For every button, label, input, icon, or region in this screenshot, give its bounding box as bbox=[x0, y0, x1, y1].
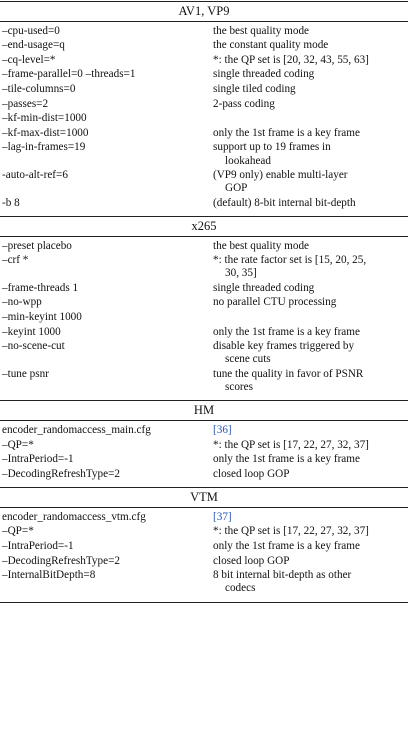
description-line: tune the quality in favor of PSNR bbox=[213, 367, 364, 380]
description-line: no parallel CTU processing bbox=[213, 296, 337, 309]
option-cell: encoder_randomaccess_main.cfg bbox=[2, 423, 151, 436]
option-cell: –frame-threads 1 bbox=[2, 281, 79, 294]
description-line: single tiled coding bbox=[213, 82, 296, 95]
description-line: [36] bbox=[213, 423, 232, 436]
description-line: *: the QP set is [20, 32, 43, 55, 63] bbox=[213, 53, 369, 66]
description-continuation: scores bbox=[225, 381, 253, 393]
description-cell bbox=[213, 555, 406, 568]
description-line: single threaded coding bbox=[213, 68, 315, 81]
description-continuation: GOP bbox=[225, 182, 248, 195]
description-line: (default) 8-bit internal bit-depth bbox=[213, 196, 356, 209]
description-cell bbox=[213, 296, 406, 309]
description-line: only the 1st frame is a key frame bbox=[213, 453, 360, 466]
option-cell: –tile-columns=0 bbox=[2, 82, 76, 95]
description-line: *: the QP set is [17, 22, 27, 32, 37] bbox=[213, 525, 369, 538]
option-cell: –keyint 1000 bbox=[2, 325, 61, 338]
option-cell: –InternalBitDepth=8 bbox=[2, 569, 96, 582]
description-line: (VP9 only) enable multi-layer bbox=[213, 168, 348, 181]
table-rule bbox=[0, 400, 408, 401]
description-continuation: codecs bbox=[225, 582, 256, 595]
table-rule bbox=[0, 21, 408, 22]
description-line: only the 1st frame is a key frame bbox=[213, 540, 360, 552]
description-cell bbox=[213, 68, 406, 81]
table-rule bbox=[0, 602, 408, 603]
description-continuation: 30, 35] bbox=[225, 267, 257, 280]
description-cell bbox=[213, 282, 406, 295]
option-cell: –IntraPeriod=-1 bbox=[2, 453, 74, 466]
description-continuation: scene cuts bbox=[225, 353, 271, 366]
description-line: closed loop GOP bbox=[213, 554, 290, 567]
description-line: the constant quality mode bbox=[213, 39, 329, 52]
description-cell bbox=[213, 326, 406, 339]
option-cell: –IntraPeriod=-1 bbox=[2, 540, 74, 552]
description-cell bbox=[213, 54, 406, 67]
description-line: [37] bbox=[213, 510, 232, 523]
description-line: support up to 19 frames in bbox=[213, 141, 331, 154]
reference-link[interactable] bbox=[213, 424, 406, 437]
description-cell bbox=[213, 169, 406, 195]
option-cell: –passes=2 bbox=[2, 97, 49, 110]
description-line: only the 1st frame is a key frame bbox=[213, 126, 360, 139]
section-header: VTM bbox=[190, 490, 218, 505]
option-cell: –crf * bbox=[2, 254, 29, 267]
description-line: only the 1st frame is a key frame bbox=[213, 325, 360, 338]
description-cell bbox=[213, 98, 406, 111]
description-cell bbox=[213, 540, 406, 553]
description-cell bbox=[213, 453, 406, 466]
table-rule bbox=[0, 487, 408, 488]
description-cell bbox=[213, 141, 406, 167]
description-line: disable key frames triggered by bbox=[213, 340, 355, 353]
option-cell: –no-scene-cut bbox=[2, 340, 65, 353]
option-cell: –no-wpp bbox=[2, 296, 42, 309]
option-cell: –kf-max-dist=1000 bbox=[2, 126, 89, 139]
option-cell: –QP=* bbox=[2, 438, 34, 451]
description-cell bbox=[213, 197, 406, 210]
description-cell bbox=[213, 240, 406, 253]
table-rule bbox=[0, 507, 408, 508]
description-continuation: lookahead bbox=[225, 154, 271, 167]
table-rule bbox=[0, 1, 408, 2]
option-cell: –frame-parallel=0 –threads=1 bbox=[2, 68, 136, 81]
option-cell: -auto-alt-ref=6 bbox=[2, 168, 68, 181]
option-cell: –end-usage=q bbox=[2, 39, 65, 52]
description-cell bbox=[213, 127, 406, 140]
description-cell bbox=[213, 525, 406, 538]
description-line: the best quality mode bbox=[213, 239, 310, 252]
section-header: HM bbox=[193, 403, 215, 418]
option-cell: –DecodingRefreshType=2 bbox=[2, 554, 120, 567]
description-cell bbox=[213, 468, 406, 481]
description-cell bbox=[213, 254, 406, 280]
option-cell: –preset placebo bbox=[2, 239, 72, 252]
description-line: 8 bit internal bit-depth as other bbox=[213, 569, 352, 582]
description-cell bbox=[213, 340, 406, 366]
table-rule bbox=[0, 420, 408, 421]
description-line: single threaded coding bbox=[213, 281, 315, 294]
reference-link[interactable] bbox=[213, 511, 406, 524]
description-cell bbox=[213, 83, 406, 96]
option-cell: –min-keyint 1000 bbox=[2, 311, 82, 323]
description-cell bbox=[213, 368, 406, 394]
table-rule bbox=[0, 216, 408, 217]
option-cell: –cpu-used=0 bbox=[2, 24, 60, 37]
option-cell: encoder_randomaccess_vtm.cfg bbox=[2, 510, 146, 523]
option-cell: –tune psnr bbox=[2, 367, 49, 380]
option-cell: –DecodingRefreshType=2 bbox=[2, 467, 120, 480]
description-line: the best quality mode bbox=[213, 24, 310, 37]
description-cell bbox=[213, 439, 406, 452]
description-line: *: the rate factor set is [15, 20, 25, bbox=[213, 254, 367, 267]
option-cell: –kf-min-dist=1000 bbox=[2, 112, 87, 125]
option-cell: –QP=* bbox=[2, 525, 34, 538]
option-cell: –lag-in-frames=19 bbox=[2, 141, 86, 154]
option-cell: –cq-level=* bbox=[2, 53, 56, 66]
description-line: 2-pass coding bbox=[213, 97, 275, 110]
description-cell bbox=[213, 39, 406, 52]
section-header: x265 bbox=[191, 219, 217, 234]
description-cell bbox=[213, 569, 406, 595]
table-rule bbox=[0, 236, 408, 237]
option-cell: -b 8 bbox=[2, 196, 20, 209]
description-cell bbox=[213, 25, 406, 38]
section-header: AV1, VP9 bbox=[178, 4, 230, 18]
description-line: closed loop GOP bbox=[213, 467, 290, 480]
description-line: *: the QP set is [17, 22, 27, 32, 37] bbox=[213, 438, 369, 451]
